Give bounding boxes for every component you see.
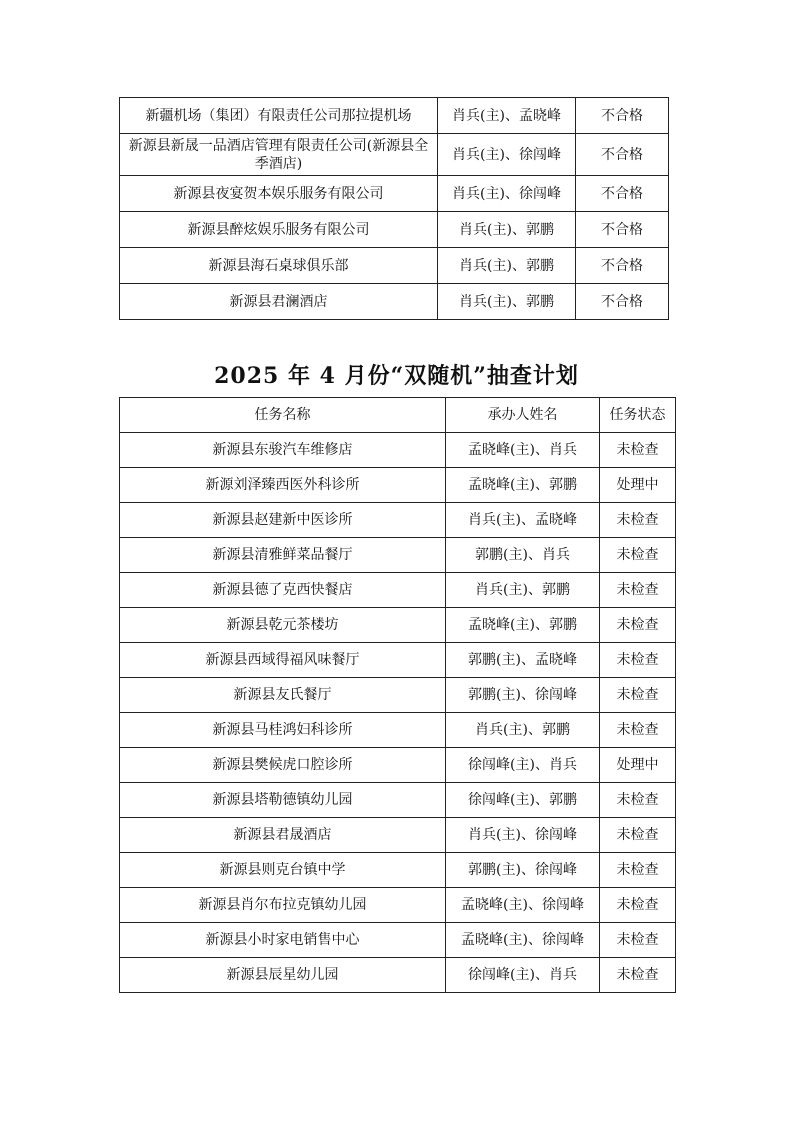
- handler-cell: 孟晓峰(主)、肖兵: [446, 433, 600, 468]
- handler-header: 承办人姓名: [446, 398, 600, 433]
- inspection-result-table: [119, 97, 669, 320]
- entity-name-cell: 新源县新晟一品酒店管理有限责任公司(新源县全季酒店): [120, 134, 438, 176]
- status-cell: 未检查: [600, 503, 676, 538]
- task-name-cell: 新源县赵建新中医诊所: [120, 503, 446, 538]
- entity-name-cell: 新源县夜宴贺本娱乐服务有限公司: [120, 176, 438, 212]
- handler-cell: 徐闯峰(主)、肖兵: [446, 748, 600, 783]
- task-name-cell: 新源县友氏餐厅: [120, 678, 446, 713]
- entity-name-cell: 新疆机场（集团）有限责任公司那拉提机场: [120, 98, 438, 134]
- task-name-cell: 新源县德了克西快餐店: [120, 573, 446, 608]
- task-name-cell: 新源县马桂鸿妇科诊所: [120, 713, 446, 748]
- entity-name-cell: 新源县君澜酒店: [120, 284, 438, 320]
- status-cell: 未检查: [600, 888, 676, 923]
- handler-cell: 孟晓峰(主)、郭鹏: [446, 608, 600, 643]
- handler-cell: 徐闯峰(主)、郭鹏: [446, 783, 600, 818]
- task-name-cell: 新源县小时家电销售中心: [120, 923, 446, 958]
- inspectors-cell: 肖兵(主)、郭鹏: [438, 248, 576, 284]
- status-cell: 未检查: [600, 678, 676, 713]
- table-row: [120, 248, 669, 284]
- result-cell: 不合格: [576, 212, 669, 248]
- table-row: [120, 783, 676, 818]
- handler-cell: 肖兵(主)、郭鹏: [446, 573, 600, 608]
- table-row: [120, 503, 676, 538]
- handler-cell: 孟晓峰(主)、郭鹏: [446, 468, 600, 503]
- status-cell: 未检查: [600, 783, 676, 818]
- plan-title: 2025 年 4 月份“双随机”抽查计划: [214, 363, 579, 389]
- result-cell: 不合格: [576, 176, 669, 212]
- task-name-cell: 新源县樊候虎口腔诊所: [120, 748, 446, 783]
- plan-table-body: [120, 433, 676, 993]
- table-row: [120, 643, 676, 678]
- status-cell: 未检查: [600, 958, 676, 993]
- handler-cell: 肖兵(主)、徐闯峰: [446, 818, 600, 853]
- handler-cell: 郭鹏(主)、肖兵: [446, 538, 600, 573]
- status-cell: 未检查: [600, 573, 676, 608]
- inspectors-cell: 肖兵(主)、徐闯峰: [438, 134, 576, 176]
- handler-cell: 郭鹏(主)、孟晓峰: [446, 643, 600, 678]
- status-cell: 处理中: [600, 468, 676, 503]
- handler-cell: 徐闯峰(主)、肖兵: [446, 958, 600, 993]
- inspectors-cell: 肖兵(主)、徐闯峰: [438, 176, 576, 212]
- task-name-cell: 新源县肖尔布拉克镇幼儿园: [120, 888, 446, 923]
- table-row: [120, 608, 676, 643]
- task-name-cell: 新源县则克台镇中学: [120, 853, 446, 888]
- task-name-cell: 新源刘泽臻西医外科诊所: [120, 468, 446, 503]
- entity-name-cell: 新源县醉炫娱乐服务有限公司: [120, 212, 438, 248]
- status-header: 任务状态: [600, 398, 676, 433]
- entity-name-cell: 新源县海石桌球俱乐部: [120, 248, 438, 284]
- table-row: [120, 284, 669, 320]
- status-cell: 未检查: [600, 713, 676, 748]
- table-row: [120, 433, 676, 468]
- status-cell: 未检查: [600, 433, 676, 468]
- handler-cell: 孟晓峰(主)、徐闯峰: [446, 923, 600, 958]
- handler-cell: 孟晓峰(主)、徐闯峰: [446, 888, 600, 923]
- table-row: [120, 468, 676, 503]
- task-name-cell: 新源县乾元茶楼坊: [120, 608, 446, 643]
- status-cell: 未检查: [600, 818, 676, 853]
- inspectors-cell: 肖兵(主)、孟晓峰: [438, 98, 576, 134]
- table-row: [120, 98, 669, 134]
- table-row: [120, 853, 676, 888]
- task-name-cell: 新源县塔勒德镇幼儿园: [120, 783, 446, 818]
- table-row: [120, 678, 676, 713]
- result-cell: 不合格: [576, 248, 669, 284]
- task-name-header: 任务名称: [120, 398, 446, 433]
- status-cell: 未检查: [600, 923, 676, 958]
- task-name-cell: 新源县辰星幼儿园: [120, 958, 446, 993]
- task-name-cell: 新源县清雅鲜菜品餐厅: [120, 538, 446, 573]
- table-row: [120, 176, 669, 212]
- table-row: [120, 713, 676, 748]
- table-row: [120, 818, 676, 853]
- table-row: [120, 573, 676, 608]
- status-cell: 未检查: [600, 538, 676, 573]
- table-header-row: [120, 398, 676, 433]
- handler-cell: 郭鹏(主)、徐闯峰: [446, 853, 600, 888]
- result-cell: 不合格: [576, 284, 669, 320]
- handler-cell: 肖兵(主)、孟晓峰: [446, 503, 600, 538]
- table-row: [120, 748, 676, 783]
- handler-cell: 郭鹏(主)、徐闯峰: [446, 678, 600, 713]
- result-cell: 不合格: [576, 98, 669, 134]
- task-name-cell: 新源县东骏汽车维修店: [120, 433, 446, 468]
- task-name-cell: 新源县西域得福风味餐厅: [120, 643, 446, 678]
- inspectors-cell: 肖兵(主)、郭鹏: [438, 212, 576, 248]
- handler-cell: 肖兵(主)、郭鹏: [446, 713, 600, 748]
- inspection-plan-table: [119, 397, 676, 993]
- status-cell: 未检查: [600, 643, 676, 678]
- result-cell: 不合格: [576, 134, 669, 176]
- table-row: [120, 538, 676, 573]
- table-row: [120, 134, 669, 176]
- status-cell: 处理中: [600, 748, 676, 783]
- table-row: [120, 958, 676, 993]
- status-cell: 未检查: [600, 853, 676, 888]
- task-name-cell: 新源县君晟酒店: [120, 818, 446, 853]
- table-row: [120, 888, 676, 923]
- table-row: [120, 923, 676, 958]
- inspectors-cell: 肖兵(主)、郭鹏: [438, 284, 576, 320]
- table-row: [120, 212, 669, 248]
- status-cell: 未检查: [600, 608, 676, 643]
